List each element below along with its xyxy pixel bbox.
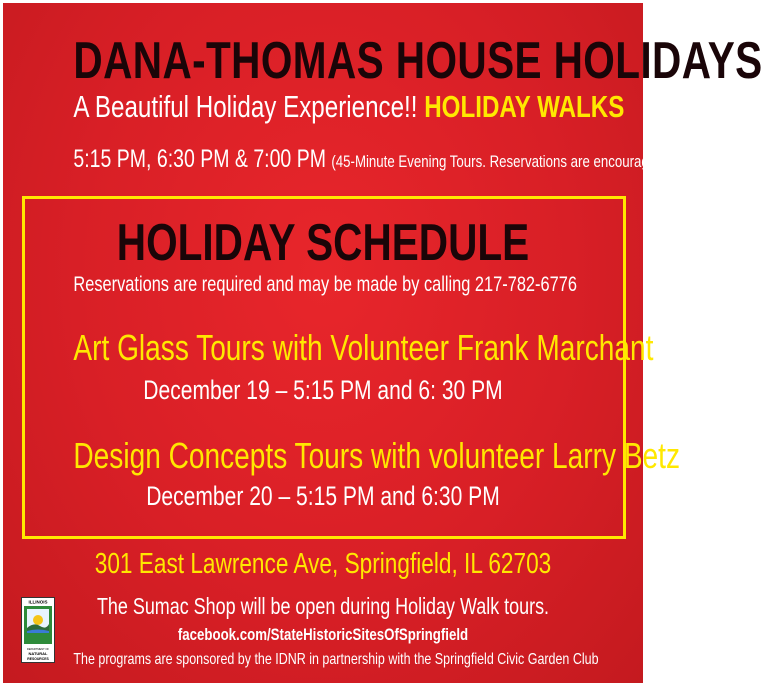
tour-name-design-concepts: Design Concepts Tours with volunteer Larry Betz — [73, 435, 681, 476]
sumac-shop-note: The Sumac Shop will be open during Holiday Walk tours. — [96, 593, 550, 619]
reservation-info: Reservations are required and may be made by calling 217-782-6776 — [73, 273, 577, 296]
holiday-walks-highlight: HOLIDAY WALKS — [424, 89, 625, 124]
tour-times — [73, 145, 672, 174]
tour-times-note: (45-Minute Evening Tours. Reservations are encouraged.) — [331, 152, 672, 171]
sponsor-note: The programs are sponsored by the IDNR in partnership with the Springfield Civic Garden Club — [73, 651, 599, 668]
tour-times-text: 5:15 PM, 6:30 PM & 7:00 PM — [73, 145, 332, 173]
svg-text:NATURAL: NATURAL — [28, 651, 48, 656]
idnr-logo — [21, 597, 55, 663]
tour-date-design-concepts: December 20 – 5:15 PM and 6:30 PM — [146, 481, 500, 511]
address: 301 East Lawrence Ave, Springfield, IL 62703 — [94, 548, 552, 580]
tour-name-art-glass: Art Glass Tours with Volunteer Frank Marchant — [73, 327, 654, 368]
facebook-link[interactable]: facebook.com/StateHistoricSitesOfSpringfield — [177, 625, 469, 644]
idnr-logo-graphic — [22, 598, 54, 662]
svg-text:RESOURCES: RESOURCES — [27, 657, 49, 661]
logo-top-text: ILLINOIS — [28, 599, 48, 605]
svg-text:DEPARTMENT OF: DEPARTMENT OF — [27, 648, 49, 651]
tour-date-art-glass: December 19 – 5:15 PM and 6: 30 PM — [143, 375, 503, 405]
subtitle-text: A Beautiful Holiday Experience!! — [73, 89, 425, 124]
page-title: DANA-THOMAS HOUSE HOLIDAYS — [73, 32, 763, 90]
flyer — [3, 3, 763, 683]
schedule-title: HOLIDAY SCHEDULE — [116, 214, 530, 272]
subtitle — [73, 89, 625, 125]
